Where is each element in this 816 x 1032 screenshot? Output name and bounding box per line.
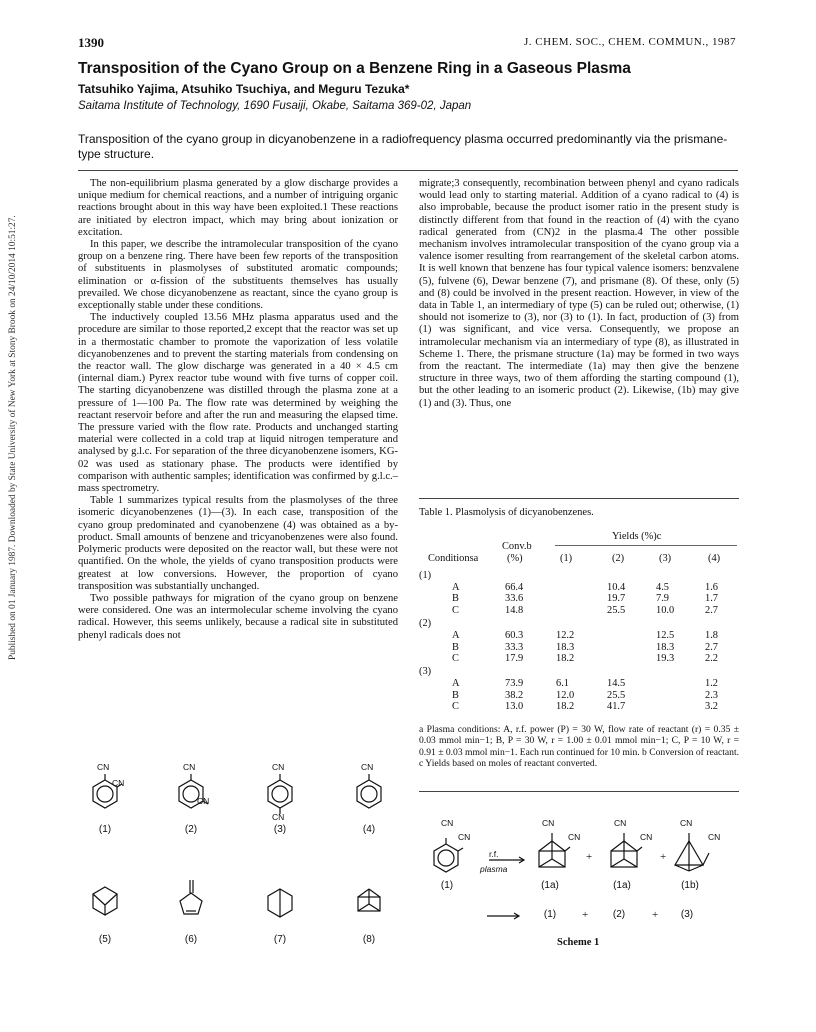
conv-header: Conv.b [502,541,532,552]
table-cell-y1: 18.2 [556,701,575,713]
table-cell-y1: 18.2 [556,653,575,664]
table-cell-conv: 17.9 [505,653,524,664]
cn-label: CN [112,778,125,788]
structure-3 [268,774,292,814]
table-cell-y1: 18.3 [556,641,575,653]
table-cell-y3: 12.5 [656,630,675,642]
article-abstract: Transposition of the cyano group in dicyanobenzene in a radiofrequency plasma occurred predominantly via the prismane-type structure. [78,132,728,161]
cn-label: CN [272,762,285,772]
scheme-label: (1a) [613,880,631,891]
cn-label: CN [640,832,653,842]
structures-figure [78,758,408,958]
table-caption [419,507,594,518]
table-cell-y3: 4.5 [656,582,669,593]
scheme-prismane-1a-b [611,833,642,867]
cn-label: CN [361,762,374,772]
article-affiliation: Saitama Institute of Technology, 1690 Fusaiji, Okabe, Saitama 369-02, Japan [78,100,472,112]
cn-label: CN [97,762,110,772]
compound-label: (7) [273,934,287,945]
plus-sign: + [652,909,659,921]
cn-label: CN [272,812,285,822]
table-cell-cond: C [452,653,459,664]
table-cell-y4: 1.6 [705,582,718,593]
structure-4 [357,774,381,808]
table-cell-y4: 2.7 [705,641,718,653]
paragraph: migrate;3 consequently, recombination between phenyl and cyano radicals would lead only to starting material. Addition of a cyano radical to (4) is also improbable, because the product isomer ratio in the present study is distinctly different from that found in the reaction of (4) with the cyano radical generated from (CN)2 in the plasma.4 The other possible mechanism involves intramolecular transposition of the cyano group via a valence isomer resulting from rearrangement of the skeletal carbon atoms. It is well known that benzene has four typical valence isomers: benzvalene (5), fulvene (6), Dewar benzene (7), and prismane (8). Of these, only (5) and (8) could be involved in the present reaction. However, in view of the data in Table 1, an intermediary of type (5) can be ruled out; otherwise, (1) should not isomerize to (3), nor (3) to (1). In fact, production of (3) from (1) was significant, and vice versa. Consequently, we propose an intramolecular mechanism via an intermediary of type (8), as illustrated in Scheme 1. There, the prismane structure (1a) may be formed in two ways from the reactant. The intermediate (1a) may then give the benzene structure in three ways, two of them affording the starting compound (1), but the other leading to an isomeric product (2). Likewise, (1b) may give (1) and (3). Thus, one [419,178,739,409]
page-number: 1390 [78,35,104,50]
paragraph: The inductively coupled 13.56 MHz plasma apparatus used and the procedure are similar to those reported,2 except that the reactor was set up in a thermostatic chamber to promote the vaporization of less volatile dicyanobenzenes and to prevent the starting materials from condensing on the reactor wall. The glow discharge was generated in a 40 × 4.5 cm (internal diam.) Pyrex reactor tube wound with five turns of copper coil. The starting dicyanobenzene was distilled through the plasma zone at a pressure of 1—100 Pa. The flow rate was determined by weighing the reactant reservoir before and after the run and measuring the elapsed time. The pressure varied with the flow rate. Products and unchanged starting material were collected in a cold trap at liquid nitrogen temperature and analysed by g.l.c. For separation of the three dicyanobenzene isomers, KG-02 was used as stationary phase. The products were identified by comparison with authentic samples; identification was confirmed by g.l.c.–mass spectrometry. [78,312,398,495]
cn-label: CN [197,796,210,806]
table-cell-y4: 2.7 [705,604,718,616]
compound-label: (8) [362,934,376,945]
scheme-product: (1) [543,909,557,920]
yields-rule [555,545,737,546]
plus-sign: + [586,851,593,863]
table-cell-y2: 25.5 [607,689,626,701]
table-cell-conv: 73.9 [505,678,524,690]
table-cell-conv: 60.3 [505,630,524,642]
table-bottom-rule [419,791,739,792]
table-cell-cond: A [452,582,460,593]
structure-8 [358,889,380,911]
table-cell-cond: B [452,689,459,701]
scheme-prismane-1b [675,833,709,871]
scheme-arrow-bottom: plasma [480,864,508,874]
structure-7 [268,889,292,917]
table-cell-y2: 19.7 [607,593,626,605]
paragraph: Two possible pathways for migration of the cyano group on benzene were considered. One was an intermolecular scheme involving the cyano radical. However, this seems unlikely, because a radical site in substituted phenyl radicals does not [78,592,398,641]
cn-label: CN [183,762,196,772]
left-column [78,178,398,642]
download-notice-text: Published on 01 January 1987. Downloaded by State University of New York at Stony Brook on 24/10/2014 10:51:27. [8,215,18,660]
table-cell-y3: 10.0 [656,604,675,616]
table-cell-y1: 12.2 [556,630,575,642]
article-title: Transposition of the Cyano Group on a Benzene Ring in a Gaseous Plasma [78,60,631,77]
compound-label: (1) [98,824,112,835]
abstract-divider [78,170,738,171]
scheme-product: (3) [680,909,694,920]
plus-sign: + [582,909,589,921]
structure-5 [93,887,117,915]
cn-label: CN [458,832,471,842]
col-y3: (3) [659,553,672,564]
scheme-prismane-1a [539,833,570,867]
table-cell-y2: 10.4 [607,582,626,593]
paragraph: In this paper, we describe the intramolecular transposition of the cyano group on a benzene ring. There have been few reports of the transposition of substituents in plasmolyses of substituted aromatic compounds; elimination or α-fission of the substituents themselves has usually prevailed. We chose dicyanobenzene as reactant, since the cyano group is exceptionally stable under these conditions. [78,239,398,312]
conv-unit: (%) [507,553,523,564]
scheme-arrow-top: r.f. [489,849,499,859]
table-group-label: (1) [419,570,432,581]
table-cell-y4: 1.2 [705,678,718,690]
cn-label: CN [614,818,627,828]
right-column [419,178,739,410]
col-y2: (2) [612,553,625,564]
yields-header: Yields (%)c [612,531,662,542]
table-cell-cond: A [452,630,460,642]
table-cell-conv: 38.2 [505,689,524,701]
table-cell-conv: 66.4 [505,582,524,593]
scheme-label: (1a) [541,880,559,891]
table-group-label: (2) [419,618,432,630]
table-cell-y4: 2.2 [705,653,718,664]
structure-6 [180,880,202,914]
compound-label: (2) [184,824,198,835]
cn-label: CN [441,818,454,828]
table-cell-y2: 25.5 [607,604,626,616]
compound-label: (6) [184,934,198,945]
plus-sign: + [660,851,667,863]
scheme-caption: Scheme 1 [557,937,600,948]
cn-label: CN [708,832,721,842]
table-cell-y4: 1.8 [705,630,718,642]
table-cell-cond: C [452,701,459,713]
col-y4: (4) [708,553,721,564]
scheme-reactant [434,838,463,872]
download-notice [0,140,18,660]
compound-label: (4) [362,824,376,835]
table-cell-y2: 14.5 [607,678,626,690]
conditions-header: Conditionsa [428,553,479,564]
paragraph: The non-equilibrium plasma generated by a glow discharge provides a unique medium for chemical reactions, and a number of intriguing organic reactions brought about in this way have been exploited.1 These reactions are initiated by electron impact, which may bring about ionization or excitation. [78,178,398,238]
table-top-rule [419,498,739,499]
table-cell-y4: 2.3 [705,689,718,701]
table-cell-conv: 33.6 [505,593,524,605]
table-cell-conv: 33.3 [505,641,524,653]
table-cell-y4: 1.7 [705,593,718,605]
table-cell-y1: 6.1 [556,678,569,690]
col-y1: (1) [560,553,573,564]
article-authors: Tatsuhiko Yajima, Atsuhiko Tsuchiya, and Meguru Tezuka* [78,82,410,96]
table-cell-cond: B [452,641,459,653]
paragraph: Table 1 summarizes typical results from the plasmolyses of the three isomeric dicyanobenzenes (1)—(3). In each case, transposition of the cyano group predominated and cyanobenzene (4) was obtained as a by-product. Small amounts of benzene and tricyanobenzenes were also found. Polymeric products were deposited on the reactor wall, but these were not quantified. On the whole, the yields of cyano transposition products were greatest at low conversions. However, the proportion of cyano transposition was substantially unchanged. [78,495,398,592]
table-cell-cond: C [452,604,459,616]
table-cell-y2: 41.7 [607,701,626,713]
scheme-label: (1) [440,880,454,891]
table-cell-y3: 18.3 [656,641,675,653]
cn-label: CN [542,818,555,828]
table-caption-text: Table 1. Plasmolysis of dicyanobenzenes. [419,507,594,518]
table-cell-conv: 13.0 [505,701,524,713]
scheme-product: (2) [612,909,626,920]
cn-label: CN [568,832,581,842]
compound-label: (3) [273,824,287,835]
scheme-label: (1b) [681,880,699,891]
table-cell-cond: A [452,678,460,690]
table-cell-y3: 7.9 [656,593,669,605]
table-group-label: (3) [419,666,432,678]
table-cell-cond: B [452,593,459,605]
table-cell-conv: 14.8 [505,604,524,616]
table-cell-y3: 19.3 [656,653,675,664]
table-footnote: a Plasma conditions: A, r.f. power (P) = 30 W, flow rate of reactant (r) = 0.35 ± 0.03 mmol min−1; B, P = 30 W, r = 1.00 ± 0.01 mmol min−1; C, P = 10 W, r = 0.91 ± 0.03 mmol min−1. Each run continued for 10 min. b Conversion of reactant. c Yields based on moles of reactant converted. [419,724,740,769]
cn-label: CN [680,818,693,828]
journal-name: J. CHEM. SOC., CHEM. COMMUN., 1987 [524,36,736,48]
table-cell-y4: 3.2 [705,701,718,713]
compound-label: (5) [98,934,112,945]
table-cell-y1: 12.0 [556,689,575,701]
